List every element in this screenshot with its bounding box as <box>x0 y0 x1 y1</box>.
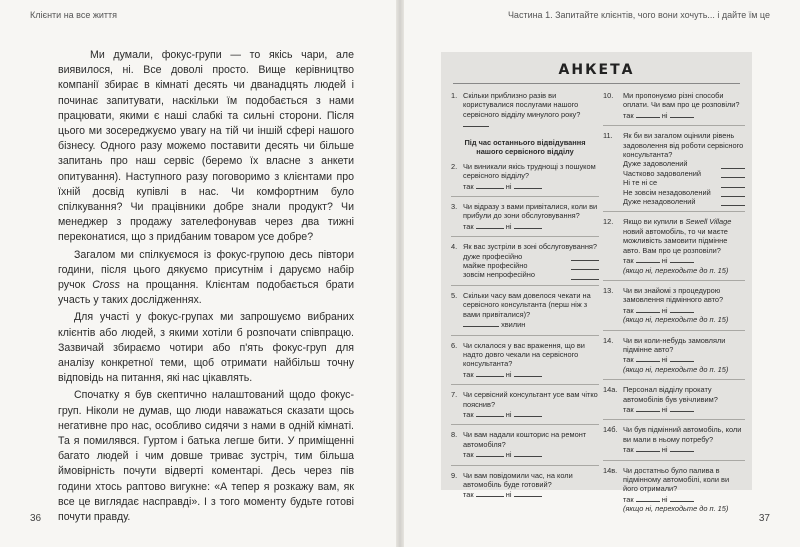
paragraph-1: Ми думали, фокус-групи — то якісь чари, але виявилося, ні. Все доволі просто. Вище керівництво компанії збирає в кімнаті десять чи дванадцять людей і починає запитувати, наскільки їм подобається з нами працювати, якими є наші слабкі та сильні сторони. Після цього ми зосереджуємо увагу на тій чи іншій сфері нашого бізнесу. Одного разу можемо поставити десять чи більше запитань про наш сервіс (беремо їх власне з анкети опитування). Наступного разу поговоримо з клієнтами про їхній досвід купівлі в нас. Чи комфортним було спілкування? Чи працівники добре знали продукт? Чи менеджер з продажу зателефонував через два тижні переконатися, що з придбаним товаром усе добре? <box>58 49 354 244</box>
yes-line[interactable] <box>476 181 504 189</box>
question-text: Скільки приблизно разів ви користувалися послугами нашого сервісного відділу минулого року? <box>463 91 581 119</box>
question-11: 11. Як би ви загалом оцінили рівень задоволення від роботи сервісного консультанта? Дуже задоволений Частково задоволений Ні те ні се Не зовсім незадоволений Дуже незадоволений <box>603 131 744 207</box>
separator <box>603 419 745 420</box>
question-10: 10. Ми пропонуємо різні способи оплати. Чи вам про це розповіли? так ні <box>603 91 745 120</box>
no-line[interactable] <box>670 255 694 263</box>
question-text: Чи склалося у вас враження, що ви надто довго чекали на сервісного консультанта? <box>463 340 585 369</box>
separator <box>451 236 599 237</box>
survey-column-left <box>451 86 599 500</box>
yes-line[interactable] <box>476 221 504 229</box>
no-line[interactable] <box>514 409 542 417</box>
separator <box>603 280 745 281</box>
question-text: Чи достатньо було палива в підмінному автомобілі, коли ви його отримали? <box>623 465 730 494</box>
paragraph-3: Для участі у фокус-групах ми запрошуємо вибраних клієнтів або людей, з якими хотіли б розпочати співпрацю. Зазвичай збираємо чотири або п'ять фокус-груп для аналізу конкретної теми, щоб отримати найбільш точну відповідь на питання, які нас цікавлять. <box>58 311 354 385</box>
no-line[interactable] <box>514 449 542 457</box>
question-text: Як вас зустріли в зоні обслуговування? <box>463 242 598 252</box>
question-14b: 14б. Чи був підмінний автомобіль, коли ви мали в ньому потребу? так ні <box>603 425 745 454</box>
question-text: Скільки часу вам довелося чекати на сервісного консультанта (перш ніж з вами привіталися)? <box>463 290 591 319</box>
book-gutter <box>396 0 404 547</box>
question-13: 13. Чи ви знайомі з процедурою замовлення підмінного авто? так ні (якщо ні, переходьте до п. 15) <box>603 286 745 325</box>
question-1: 1. Скільки приблизно разів ви користувалися послугами нашого сервісного відділу минулого року? <box>451 91 599 130</box>
yes-line[interactable] <box>476 369 504 377</box>
body-text <box>58 48 354 527</box>
yes-line[interactable] <box>476 489 504 497</box>
brand-name: Sewell Village <box>685 217 732 227</box>
paragraph-2: Загалом ми спілкуємося із фокус-групою десь півтори години, після цього дякуємо присутнім і даруємо набір ручок Cross на прощання. Клієнтам подобається брати участь у таких дослідженнях. <box>58 248 354 307</box>
question-text: Чи виникали якісь труднощі з пошуком сервісного відділу? <box>463 161 596 181</box>
no-line[interactable] <box>670 494 694 502</box>
title-rule <box>453 83 740 84</box>
option-line[interactable] <box>721 189 745 197</box>
yes-line[interactable] <box>636 404 660 412</box>
yes-line[interactable] <box>636 494 660 502</box>
question-3: 3. Чи відразу з вами привіталися, коли ви прибули до зони обслуговування? так ні <box>451 202 598 231</box>
yes-line[interactable] <box>636 255 660 263</box>
no-line[interactable] <box>514 369 542 377</box>
separator <box>603 460 745 461</box>
separator <box>603 125 745 126</box>
survey-box <box>441 52 752 514</box>
survey-column-right <box>603 86 745 514</box>
question-14: 14. Чи ви коли-небудь замовляли підмінне авто? так ні (якщо ні, переходьте до п. 15) <box>603 336 745 375</box>
separator <box>451 465 599 466</box>
no-line[interactable] <box>670 305 694 313</box>
separator <box>603 211 745 212</box>
brand-cross: Cross <box>92 279 120 292</box>
question-text: Чи ви знайомі з процедурою замовлення підмінного авто? <box>623 285 724 305</box>
question-6: 6. Чи склалося у вас враження, що ви надто довго чекали на сервісного консультанта? так ні <box>451 341 599 380</box>
separator <box>451 384 599 385</box>
option-line[interactable] <box>721 170 745 178</box>
yes-line[interactable] <box>476 449 504 457</box>
yes-line[interactable] <box>636 305 660 313</box>
question-text: Чи відразу з вами привіталися, коли ви прибули до зони обслуговування? <box>463 202 598 221</box>
separator <box>451 424 599 425</box>
question-text: Як би ви загалом оцінили рівень задоволення від роботи сервісного консультанта? <box>623 131 744 160</box>
question-text: Якщо ви купили в Sewell Village новий автомобіль, то чи маєте можливість замовити підмінне авто. Вам про це розповіли? <box>623 217 732 255</box>
question-text: Чи вам надали кошторис на ремонт автомобіля? <box>463 430 587 449</box>
question-text: Чи ви коли-небудь замовляли підмінне авто? <box>623 335 726 354</box>
option-line[interactable] <box>571 262 599 270</box>
no-line[interactable] <box>514 489 542 497</box>
skip-note: (якщо ні, переходьте до п. 15) <box>623 364 729 374</box>
separator <box>603 330 745 331</box>
question-text: Ми пропонуємо різні способи оплати. Чи вам про це розповіли? <box>623 91 740 110</box>
survey-title: АНКЕТА <box>558 62 635 78</box>
question-2: 2. Чи виникали якісь труднощі з пошуком сервісного відділу? так ні <box>451 162 599 191</box>
answer-line[interactable] <box>463 119 489 127</box>
no-line[interactable] <box>670 110 694 118</box>
question-8: 8. Чи вам надали кошторис на ремонт автомобіля? так ні <box>451 430 599 459</box>
option-line[interactable] <box>571 272 599 280</box>
no-line[interactable] <box>514 221 542 229</box>
question-text: Чи вам повідомили час, на коли автомобіль буде готовий? <box>463 470 573 489</box>
section-heading: Під час останнього відвідування нашого сервісного відділу <box>464 137 586 157</box>
question-4: 4. Як вас зустріли в зоні обслуговування? дуже професійно майже професійно зовсім непрофесійно <box>451 242 598 280</box>
paragraph-4: Спочатку я був скептично налаштований щодо фокус-груп. Ніколи не думав, що люди наважаться сказати щось негативне про нас, особливо сидячи з нами в одній кімнаті. Та я помилявся. Гуртом і батька легше бити. У приміщенні багато людей і чим довше триває зустріч, тим більша ймовірність почути відверті коментарі. Десь через пів години хтось раптово вигукне: «А тепер я розкажу вам, як все це виглядає насправді». І з того моменту будьте готові почути правду. <box>58 389 354 524</box>
question-7: 7. Чи сервісний консультант усе вам чітко пояснив? так ні <box>451 390 598 419</box>
question-text: Персонал відділу прокату автомобілів був увічливим? <box>623 385 718 404</box>
yes-line[interactable] <box>476 409 504 417</box>
question-14a: 14а. Персонал відділу прокату автомобілів був увічливим? так ні <box>603 385 745 414</box>
yes-line[interactable] <box>636 444 660 452</box>
separator <box>603 379 745 380</box>
option-line[interactable] <box>721 180 745 188</box>
option-line[interactable] <box>721 198 745 206</box>
separator <box>451 335 599 336</box>
no-line[interactable] <box>514 181 542 189</box>
no-line[interactable] <box>670 354 694 362</box>
option-line[interactable] <box>571 253 599 261</box>
running-head-right: Частина 1. Запитайте клієнтів, чого вони хочуть... і дайте їм це <box>507 10 770 20</box>
question-9: 9. Чи вам повідомили час, на коли автомобіль буде готовий? так ні <box>451 471 599 500</box>
page-number-right: 37 <box>758 513 770 524</box>
question-text: Чи сервісний консультант усе вам чітко пояснив? <box>463 390 598 409</box>
separator <box>451 285 599 286</box>
question-12: 12. Якщо ви купили в Sewell Village новий автомобіль, то чи маєте можливість замовити підмінне авто. Вам про це розповіли? так ні (якщо ні, переходьте до п. 15) <box>603 217 745 274</box>
separator <box>451 196 599 197</box>
question-text: Чи був підмінний автомобіль, коли ви мали в ньому потребу? <box>623 425 742 444</box>
skip-note: (якщо ні, переходьте до п. 15) <box>623 315 729 325</box>
skip-note: (якщо ні, переходьте до п. 15) <box>623 265 729 275</box>
skip-note: (якщо ні, переходьте до п. 15) <box>623 504 729 514</box>
page-number-left: 36 <box>30 513 42 524</box>
question-5: 5. Скільки часу вам довелося чекати на сервісного консультанта (перш ніж з вами привіталися)? хвилин <box>451 291 599 330</box>
yes-line[interactable] <box>636 110 660 118</box>
running-head-left: Клієнти на все життя <box>30 10 118 20</box>
no-line[interactable] <box>670 404 694 412</box>
yes-line[interactable] <box>636 354 660 362</box>
option-line[interactable] <box>721 161 745 169</box>
question-14v: 14в. Чи достатньо було палива в підмінному автомобілі, коли ви його отримали? так ні (якщо ні, переходьте до п. 15) <box>603 466 745 514</box>
no-line[interactable] <box>670 444 694 452</box>
minutes-line[interactable] <box>463 319 499 327</box>
